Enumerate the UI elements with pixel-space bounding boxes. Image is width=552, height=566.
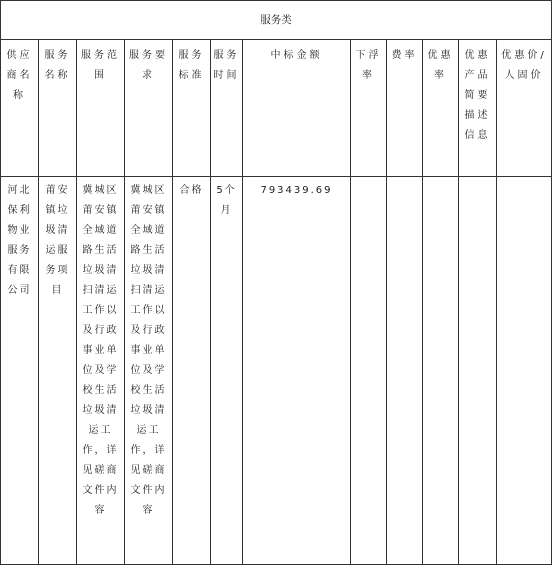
header-fee-rate: 费率 [387,40,423,177]
header-service-standard: 服务标准 [173,40,211,177]
table-title: 服务类 [1,1,552,40]
header-service-time: 服务时间 [211,40,243,177]
header-float-rate: 下浮率 [351,40,387,177]
cell-discount-desc [459,177,497,565]
header-service-scope: 服务范围 [77,40,125,177]
header-discount-price: 优惠价/人固价 [497,40,552,177]
header-service-requirement: 服务要求 [125,40,173,177]
cell-standard: 合格 [173,177,211,565]
cell-service-name: 莆安镇垃圾清运服务项目 [39,177,77,565]
header-bid-amount: 中标金额 [243,40,351,177]
cell-requirement: 冀城区莆安镇全域道路生活垃圾清扫清运工作以及行政事业单位及学校生活垃圾清运工作，详见磋商文件内容 [125,177,173,565]
cell-discount-rate [423,177,459,565]
header-service-name: 服务名称 [39,40,77,177]
header-discount-desc: 优惠产品简要描述信息 [459,40,497,177]
header-discount-rate: 优惠率 [423,40,459,177]
cell-amount: 793439.69 [243,177,351,565]
cell-scope: 冀城区莆安镇全域道路生活垃圾清扫清运工作以及行政事业单位及学校生活垃圾清运工作，详见磋商文件内容 [77,177,125,565]
cell-fee-rate [387,177,423,565]
cell-time: 5个月 [211,177,243,565]
header-supplier-name: 供应商名称 [1,40,39,177]
cell-discount-price [497,177,552,565]
cell-supplier: 河北保利物业服务有限公司 [1,177,39,565]
cell-float-rate [351,177,387,565]
